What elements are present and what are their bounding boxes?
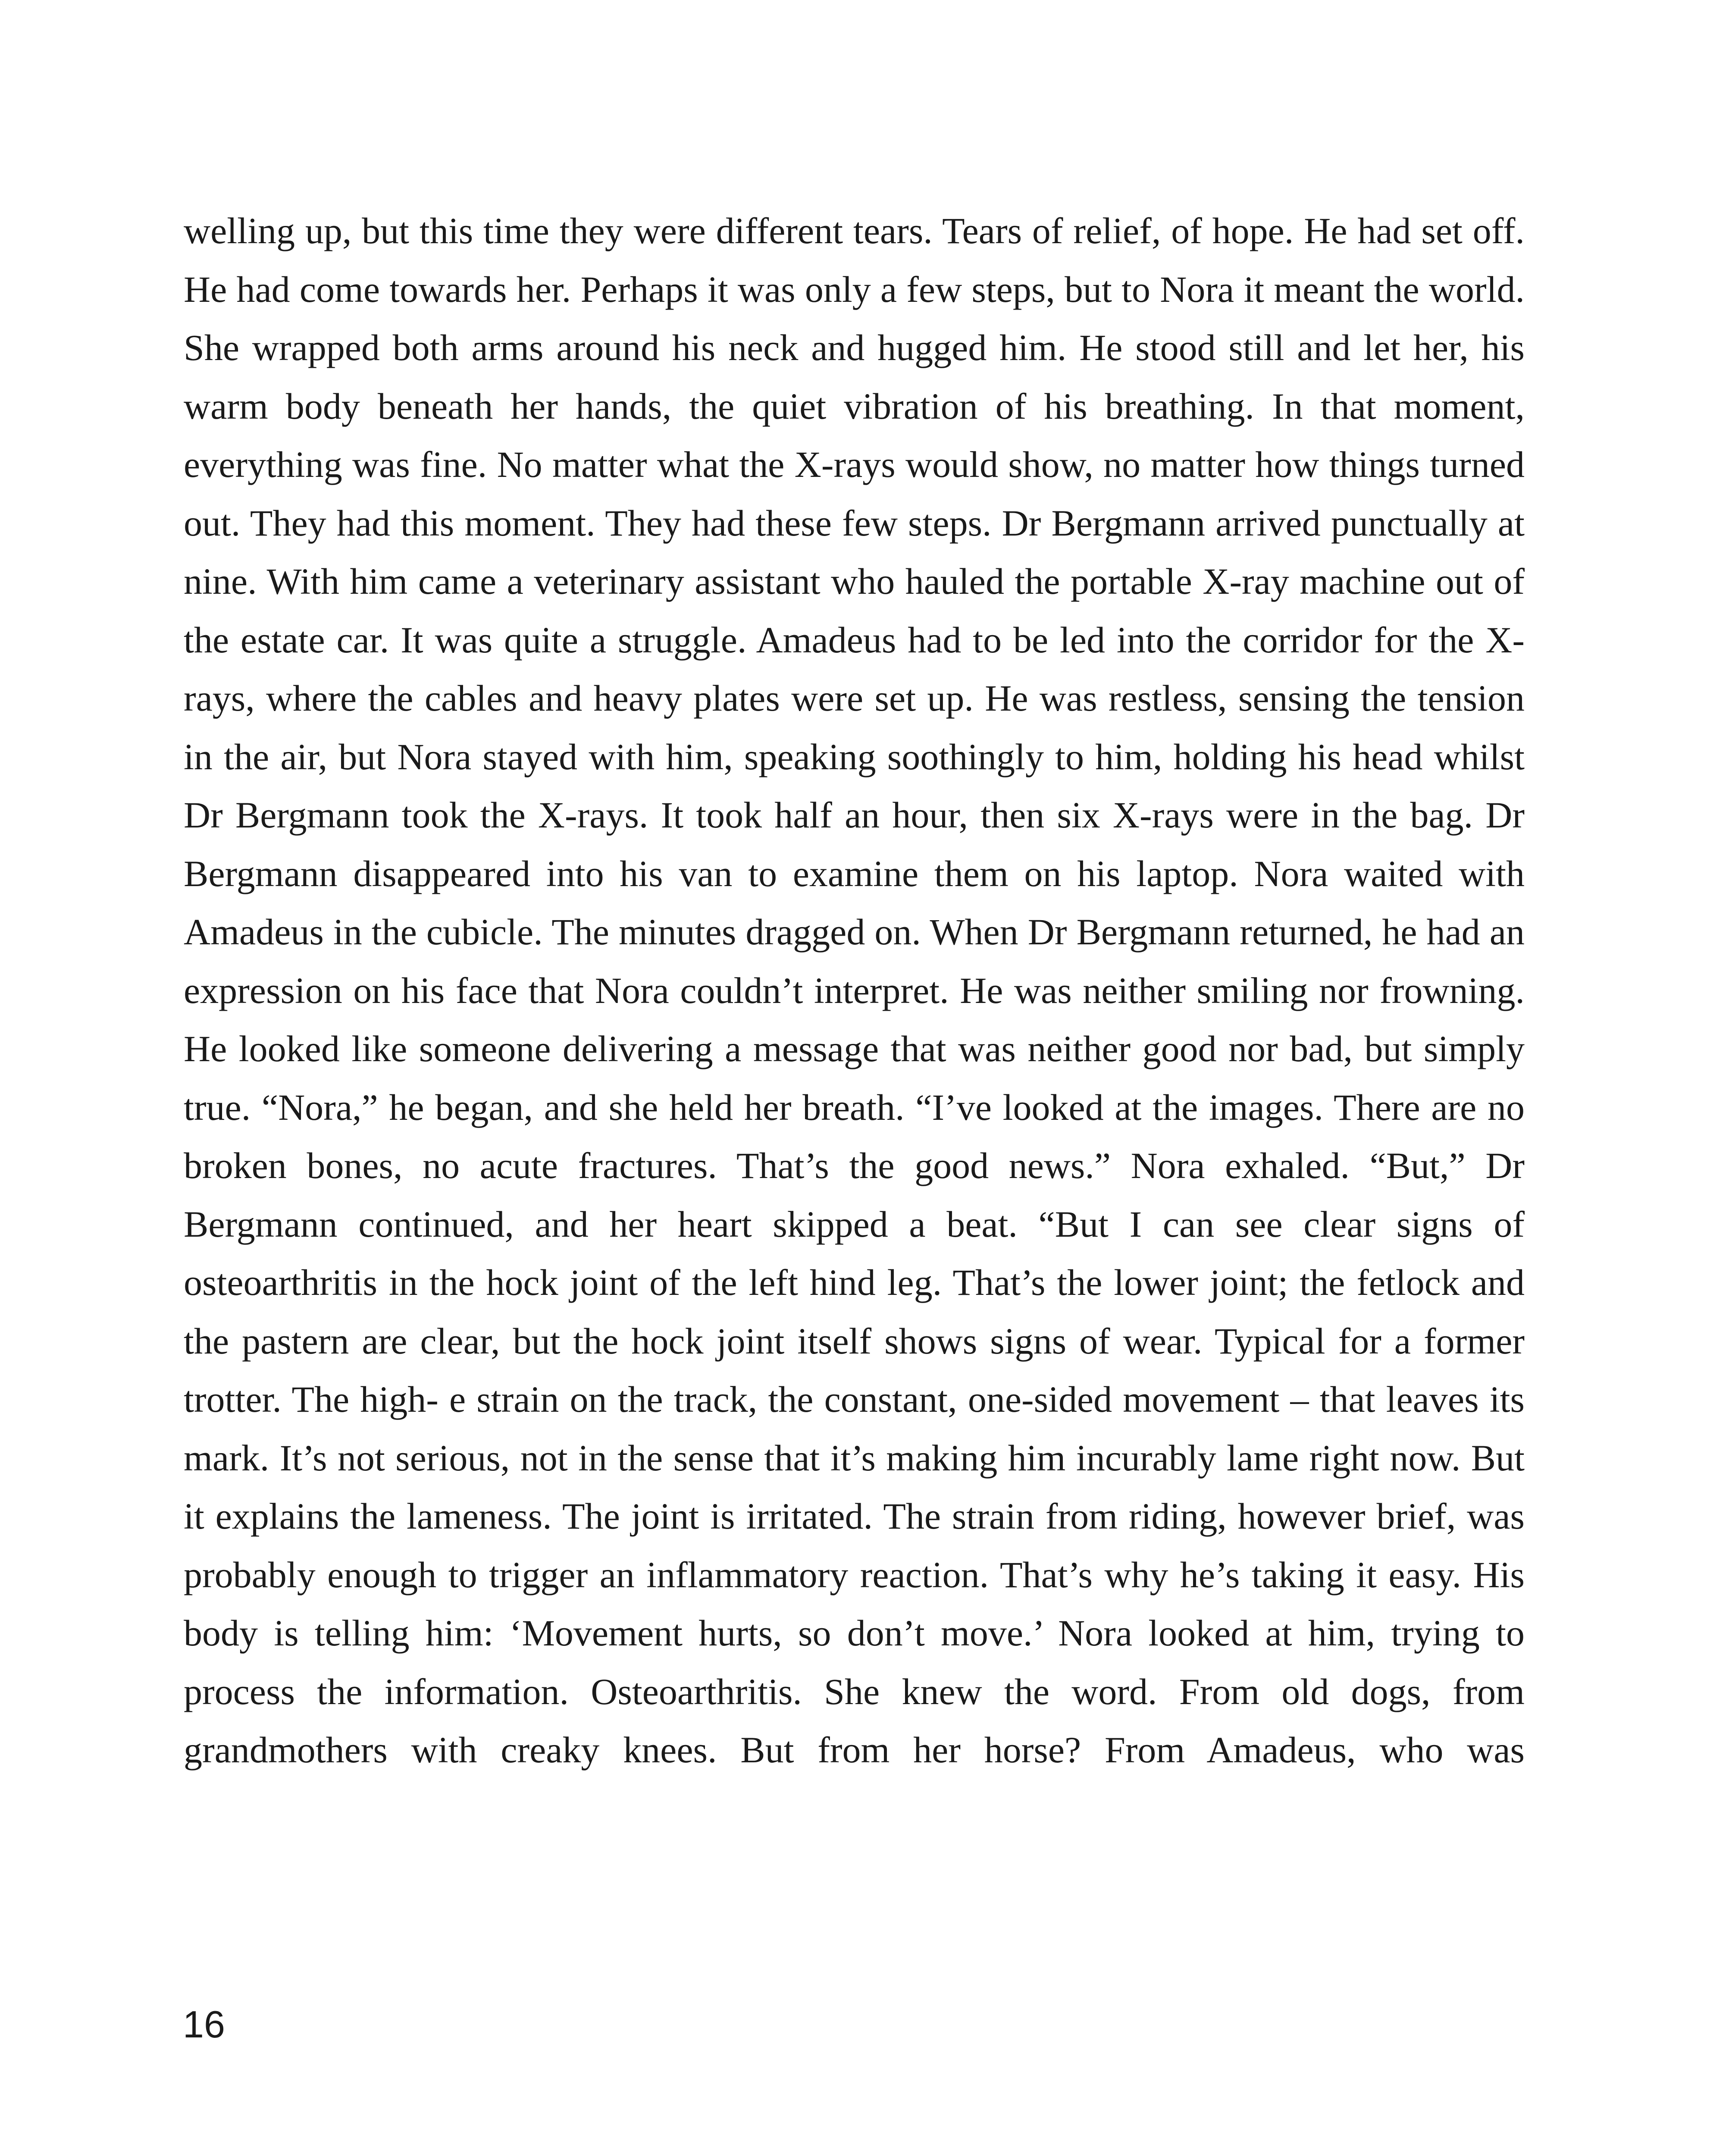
body-text: welling up, but this time they were different tears. Tears of relief, of hope. He had set off. He had come towards her. Perhaps it was only a few steps, but to Nora it meant the world. She wrapped both arms around his neck and hugged him. He stood still and let her, his warm body beneath her hands, the quiet vibration of his breathing. In that moment, everything was fine. No matter what the X-rays would show, no matter how things turned out. They had this moment. They had these few steps. Dr Bergmann arrived punctually at nine. With him came a veterinary assistant who hauled the portable X-ray machine out of the estate car. It was quite a struggle. Amadeus had to be led into the corridor for the X-rays, where the cables and heavy plates were set up. He was restless, sensing the tension in the air, but Nora stayed with him, speaking soothingly to him, holding his head whilst Dr Bergmann took the X-rays. It took half an hour, then six X-rays were in the bag. Dr Bergmann disappeared into his van to examine them on his laptop. Nora waited with Amadeus in the cubicle. The minutes dragged on. When Dr Bergmann returned, he had an expression on his face that Nora couldn’t interpret. He was neither smiling nor frowning. He looked like someone delivering a message that was neither good nor bad, but simply true. “Nora,” he began, and she held her breath. “I’ve looked at the images. There are no broken bones, no acute fractures. That’s the good news.” Nora exhaled. “But,” Dr Bergmann continued, and her heart skipped a beat. “But I can see clear signs of osteoarthritis in the hock joint of the left hind leg. That’s the lower joint; the fetlock and the pastern are clear, but the hock joint itself shows signs of wear. Typical for a former trotter. The high- e strain on the track, the constant, one-sided movement – that leaves its mark. It’s not serious, not in the sense that it’s making him incurably lame right now. But it explains the lameness. The joint is irritated. The strain from riding, however brief, was probably enough to trigger an inflammatory reaction. That’s why he’s taking it easy. His body is telling him: ‘Movement hurts, so don’t move.’ Nora looked at him, trying to process the information. Osteoarthritis. She knew the word. From old dogs, from grandmothers with creaky knees. But from her horse? From Amadeus, who was <box>184 210 1525 1771</box>
page-number: 16 <box>183 2003 225 2046</box>
